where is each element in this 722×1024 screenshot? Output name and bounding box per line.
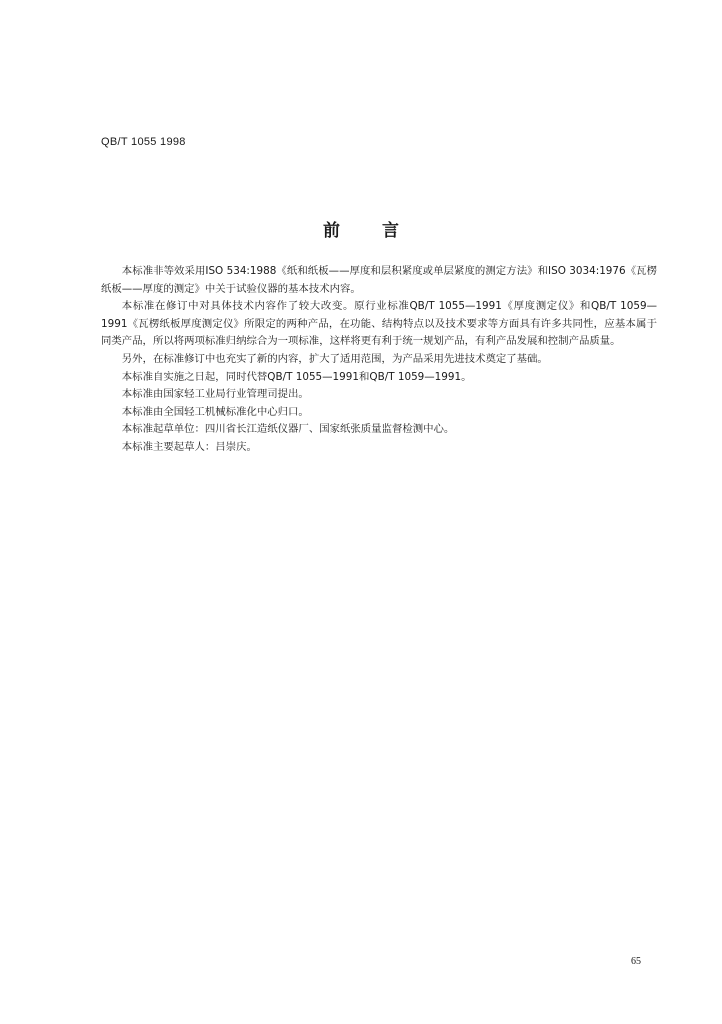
paragraph: 另外，在标准修订中也充实了新的内容，扩大了适用范围，为产品采用先进技术奠定了基础。 bbox=[121, 352, 548, 365]
paragraph: 本标准在修订中对具体技术内容作了较大改变。原行业标准QB/T 1055—1991《厚度测定仪》和QB/T 1059—1991《瓦楞纸板厚度测定仪》所限定的两种产品，在功能、结构特点以及技术要求等方面具有许多共同性，应基本属于同类产品，所以将两项标准归纳综合为一项标准，这样将更有利于统一规划产品，有利产品发展和控制产品质量。 bbox=[101, 300, 657, 348]
standard-code: QB/T 1055 1998 bbox=[101, 136, 186, 148]
paragraph: 本标准非等效采用ISO 534:1988《纸和纸板——厚度和层积紧度或单层紧度的测定方法》和ISO 3034:1976《瓦楞纸板——厚度的测定》中关于试验仪器的基本技术内容。 bbox=[101, 265, 657, 295]
paragraph: 本标准由全国轻工机械标准化中心归口。 bbox=[121, 405, 309, 418]
page-title: 前言 bbox=[323, 221, 441, 241]
paragraph: 本标准自实施之日起，同时代替QB/T 1055—1991和QB/T 1059—1991。 bbox=[121, 370, 472, 383]
paragraph: 本标准主要起草人：吕崇庆。 bbox=[121, 440, 257, 453]
paragraph: 本标准起草单位：四川省长江造纸仪器厂、国家纸张质量监督检测中心。 bbox=[121, 423, 455, 436]
page-number: 65 bbox=[631, 956, 641, 967]
foreword-body bbox=[101, 263, 657, 457]
paragraph: 本标准由国家轻工业局行业管理司提出。 bbox=[121, 388, 309, 401]
